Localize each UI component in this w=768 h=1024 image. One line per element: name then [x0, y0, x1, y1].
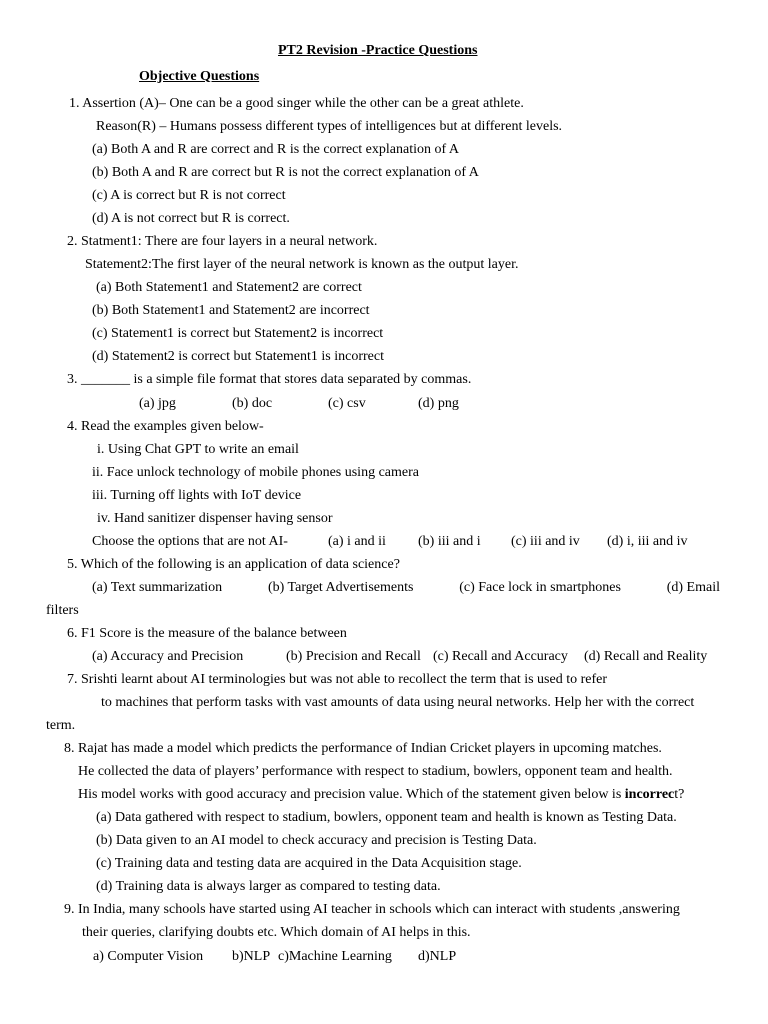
question-6-text: 6. F1 Score is the measure of the balance between — [67, 626, 347, 641]
question-3-text: 3. _______ is a simple file format that stores data separated by commas. — [67, 372, 472, 387]
question-2-option-b: (b) Both Statement1 and Statement2 are incorrect — [92, 303, 370, 318]
question-5-continuation: filters — [46, 603, 79, 618]
question-4-prompt: Choose the options that are not AI- — [92, 534, 288, 549]
question-4-option-a: (a) i and ii — [328, 534, 386, 549]
question-6-option-b: (b) Precision and Recall — [286, 649, 421, 664]
question-1-option-b: (b) Both A and R are correct but R is not the correct explanation of A — [92, 165, 479, 180]
question-9-option-d: d)NLP — [418, 949, 457, 964]
question-4-example-ii: ii. Face unlock technology of mobile phones using camera — [92, 465, 419, 480]
question-4-example-i: i. Using Chat GPT to write an email — [97, 442, 299, 457]
question-7-line-3: term. — [46, 718, 76, 733]
question-8-emphasis: incorrec — [624, 787, 675, 802]
question-3-option-a: (a) jpg — [139, 396, 176, 411]
question-2-option-d: (d) Statement2 is correct but Statement1 is incorrect — [92, 349, 384, 364]
page-title: PT2 Revision -Practice Questions — [278, 43, 478, 58]
question-8-line-2: He collected the data of players’ performance with respect to stadium, bowlers, opponent team and health. — [78, 764, 673, 779]
question-4-option-c: (c) iii and iv — [511, 534, 580, 549]
question-6-option-d: (d) Recall and Reality — [584, 649, 708, 664]
question-9-option-a: a) Computer Vision — [93, 949, 204, 964]
section-heading: Objective Questions — [139, 69, 260, 84]
question-3-option-c: (c) csv — [328, 396, 366, 411]
question-5-text: 5. Which of the following is an application of data science? — [67, 557, 400, 572]
question-1-option-c: (c) A is correct but R is not correct — [92, 188, 286, 203]
question-4-option-b: (b) iii and i — [418, 534, 481, 549]
question-9-option-b: b)NLP — [232, 949, 271, 964]
question-7-line-2 — [101, 694, 719, 712]
question-5-options — [92, 579, 720, 597]
question-4-text: 4. Read the examples given below- — [67, 419, 264, 434]
question-1-assertion: 1. Assertion (A)– One can be a good singer while the other can be a great athlete. — [69, 96, 524, 111]
question-7-line-1: 7. Srishti learnt about AI terminologies but was not able to recollect the term that is used to refer — [67, 672, 608, 687]
question-1-option-d: (d) A is not correct but R is correct. — [92, 211, 290, 226]
question-5-option-d: (d) Email — [666, 580, 720, 595]
question-3-option-d: (d) png — [418, 396, 459, 411]
question-7-line-2-text: to machines that perform tasks with vast amounts of data using neural networks. Help her with the correct — [101, 695, 695, 710]
question-3-option-b: (b) doc — [232, 396, 273, 411]
question-8-option-a: (a) Data gathered with respect to stadium, bowlers, opponent team and health is known as Testing Data. — [96, 810, 677, 825]
question-6-option-a: (a) Accuracy and Precision — [92, 649, 244, 664]
question-8-line-3-end: t? — [674, 787, 685, 802]
question-9-line-1: 9. In India, many schools have started using AI teacher in schools which can interact with students ,answering — [64, 902, 680, 917]
question-5-option-a: (a) Text summarization — [92, 580, 223, 595]
question-8-line-3-text: His model works with good accuracy and precision value. Which of the statement given below is — [78, 787, 625, 802]
question-2-statement-2: Statement2:The first layer of the neural network is known as the output layer. — [85, 257, 519, 272]
question-8-option-c: (c) Training data and testing data are acquired in the Data Acquisition stage. — [96, 856, 522, 871]
question-4-option-d: (d) i, iii and iv — [607, 534, 688, 549]
question-1-option-a: (a) Both A and R are correct and R is the correct explanation of A — [92, 142, 459, 157]
question-6-option-c: (c) Recall and Accuracy — [433, 649, 568, 664]
question-8-line-1: 8. Rajat has made a model which predicts the performance of Indian Cricket players in upcoming matches. — [64, 741, 662, 756]
question-2-option-a: (a) Both Statement1 and Statement2 are correct — [96, 280, 362, 295]
question-9-line-2: their queries, clarifying doubts etc. Which domain of AI helps in this. — [82, 925, 471, 940]
question-2-option-c: (c) Statement1 is correct but Statement2 is incorrect — [92, 326, 384, 341]
question-9-option-c: c)Machine Learning — [278, 949, 392, 964]
question-1-reason: Reason(R) – Humans possess different types of intelligences but at different levels. — [96, 119, 563, 134]
question-4-example-iii: iii. Turning off lights with IoT device — [92, 488, 302, 503]
question-8-line-3 — [78, 786, 684, 804]
question-8-option-b: (b) Data given to an AI model to check accuracy and precision is Testing Data. — [96, 833, 537, 848]
question-2-statement-1: 2. Statment1: There are four layers in a neural network. — [67, 234, 378, 249]
question-5-option-b: (b) Target Advertisements — [267, 580, 414, 595]
question-8-option-d: (d) Training data is always larger as compared to testing data. — [96, 879, 441, 894]
question-5-option-c: (c) Face lock in smartphones — [459, 580, 621, 595]
question-4-example-iv: iv. Hand sanitizer dispenser having sensor — [97, 511, 333, 526]
